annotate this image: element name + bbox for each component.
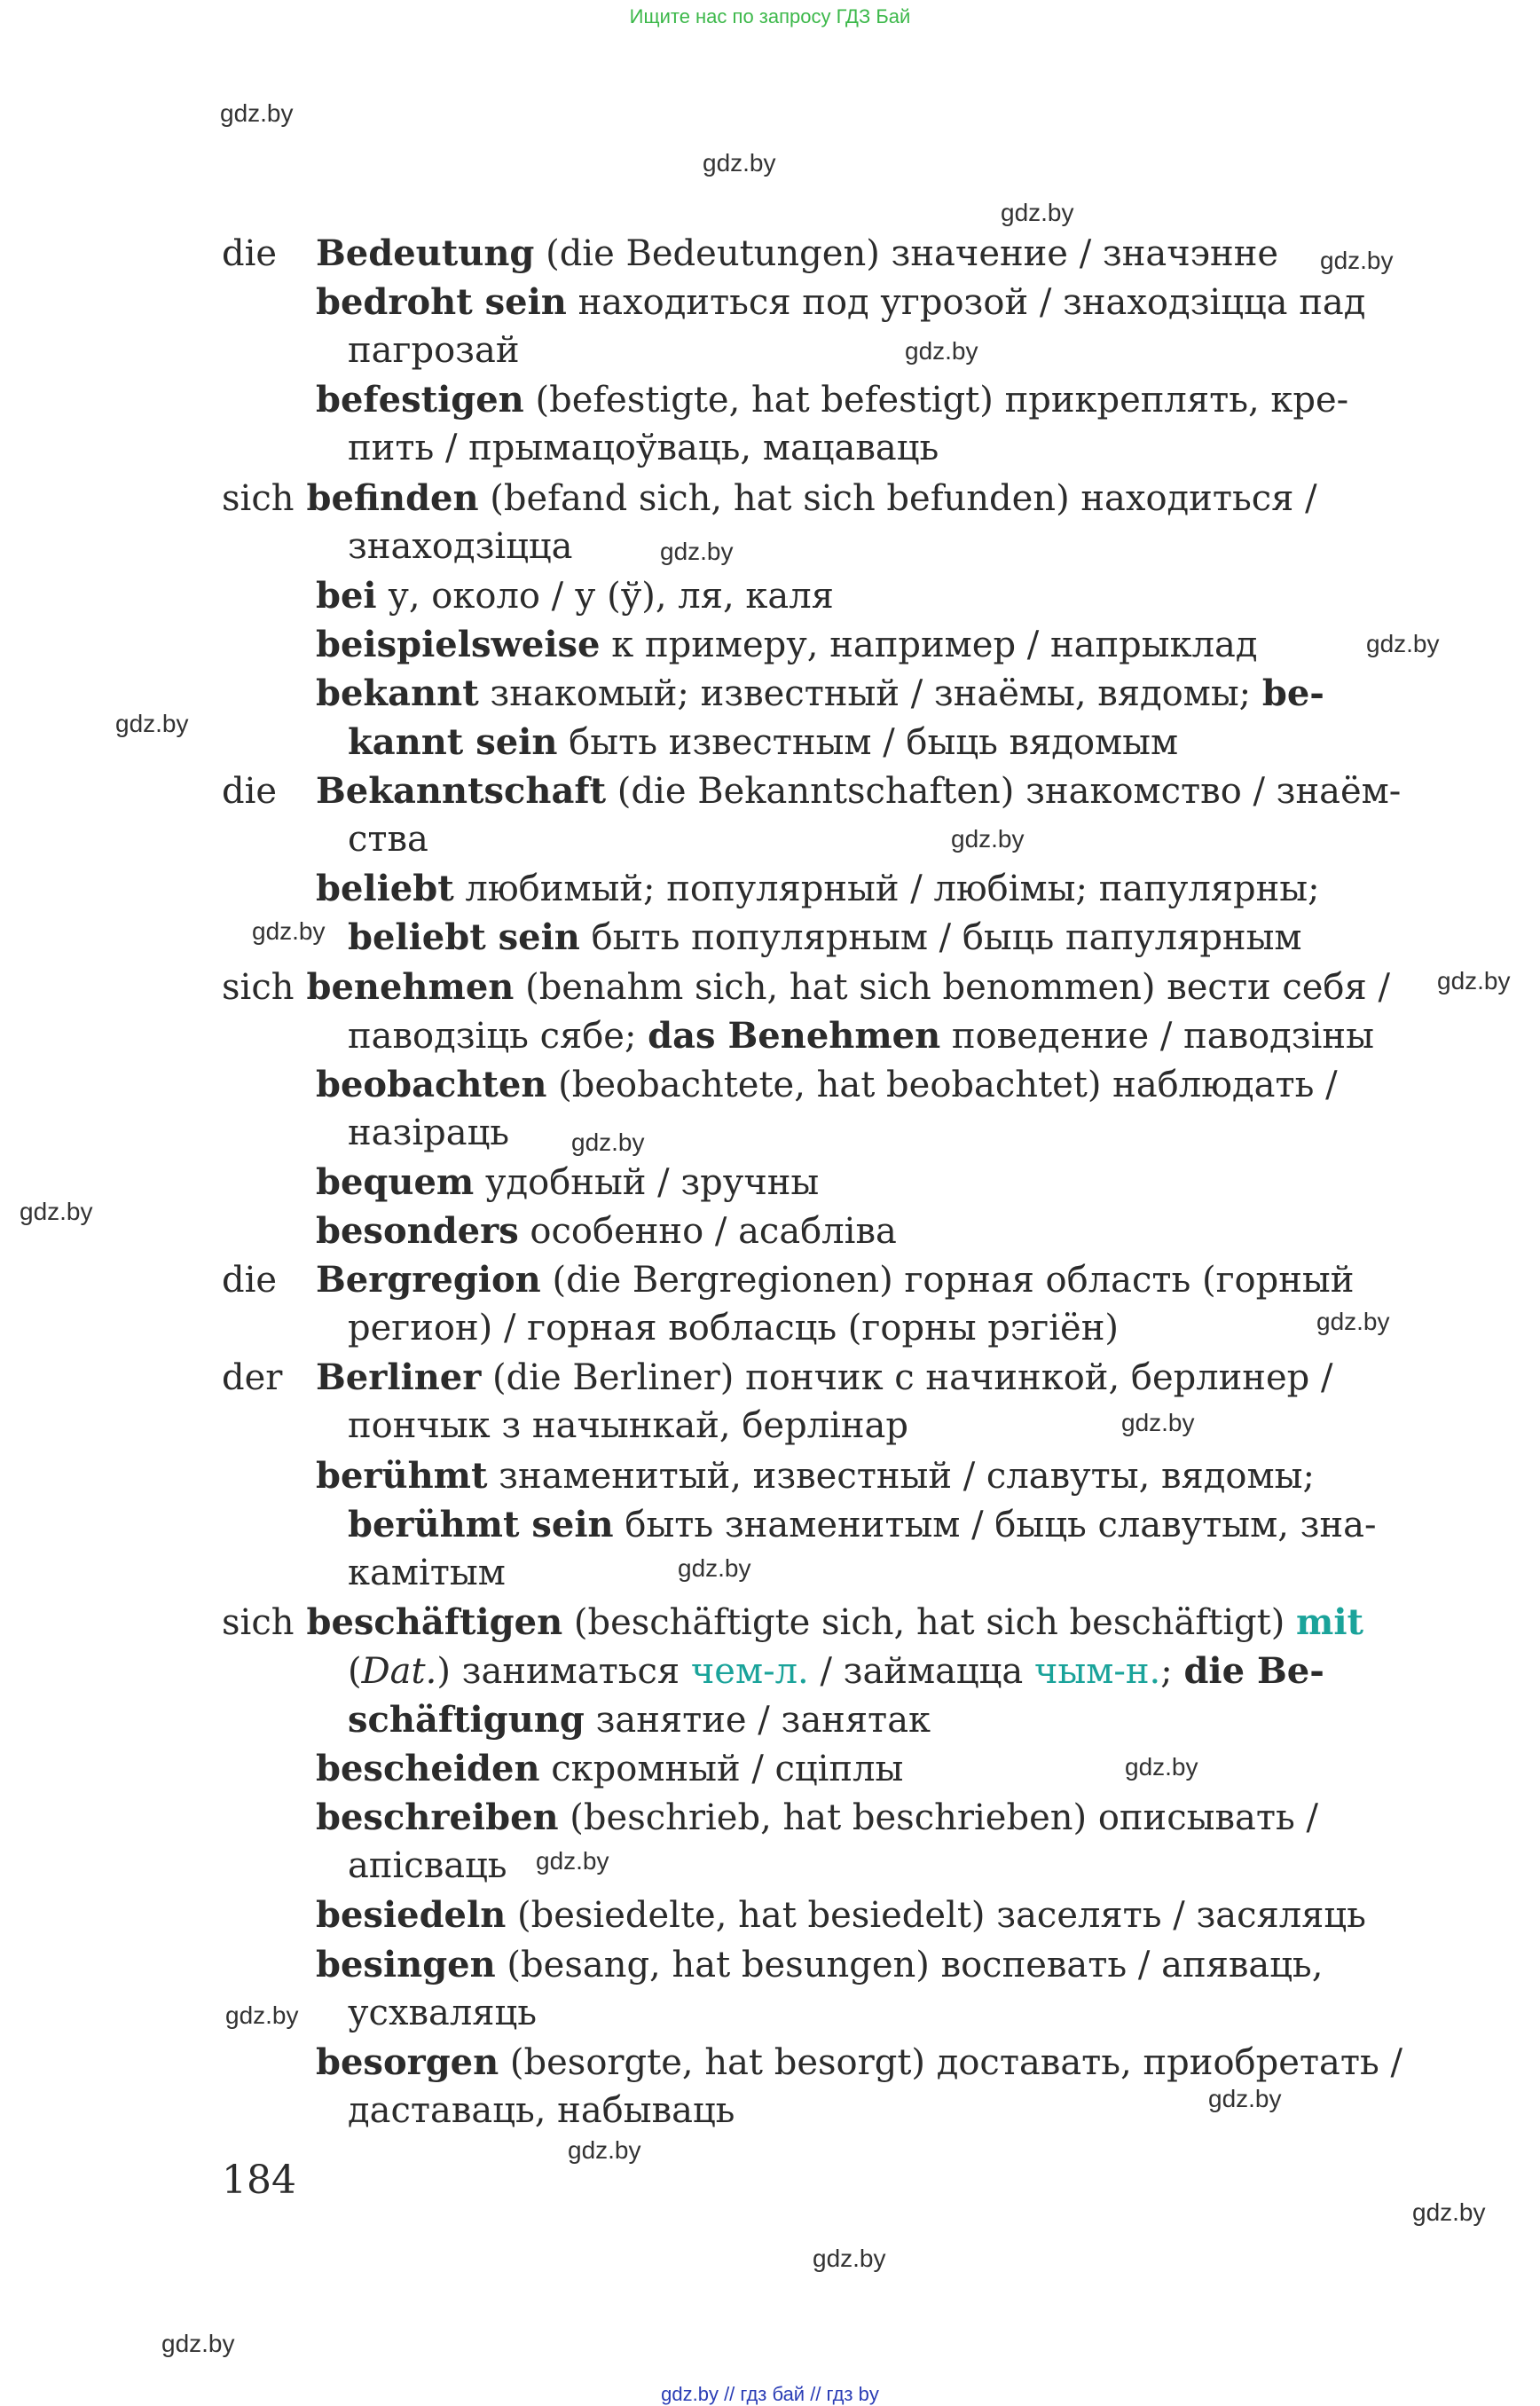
watermark: gdz.by <box>1437 967 1511 995</box>
dictionary-line <box>222 868 1410 909</box>
dictionary-line <box>222 428 1410 468</box>
watermark: gdz.by <box>678 1554 751 1582</box>
dictionary-entry <box>222 232 1410 274</box>
watermark: gdz.by <box>536 1847 609 1875</box>
entry-text: beschäftigen (beschäftigte sich, hat sich beschäftigt) mit <box>306 1600 1364 1643</box>
footer-banner: gdz.by // гдз бай // гдз by <box>661 2383 879 2405</box>
dictionary-line <box>222 1504 1410 1545</box>
watermark: gdz.by <box>1125 1753 1198 1781</box>
entry-text: schäftigung занятие / занятак <box>348 1699 931 1741</box>
entry-article: sich <box>222 966 295 1008</box>
dictionary-line <box>222 1993 1410 2033</box>
dictionary-line <box>222 916 1410 958</box>
entry-text: besorgen (besorgte, hat besorgt) доставать, приобретать / <box>316 2040 1402 2083</box>
dictionary-line <box>222 624 1410 665</box>
page-number: 184 <box>222 2158 296 2203</box>
watermark: gdz.by <box>1208 2085 1282 2112</box>
entry-text: знаходзіцца <box>348 525 573 567</box>
dictionary-line <box>222 1944 1410 1985</box>
entry-text: bequem удобный / зручны <box>316 1160 820 1203</box>
dictionary-line <box>222 1894 1410 1936</box>
entry-text: назіраць <box>348 1112 510 1153</box>
entry-text: Bedeutung (die Bedeutungen) значение / значэнне <box>316 232 1279 274</box>
entry-text: bescheiden скромный / сціплы <box>316 1748 904 1790</box>
entry-article: die <box>222 233 278 274</box>
entry-text: beliebt sein быть популярным / быць папулярным <box>348 916 1302 959</box>
dictionary-entry <box>222 477 1410 519</box>
entry-text: befinden (befand sich, hat sich befunden) находиться / <box>306 476 1317 519</box>
entry-text: besiedeln (besiedelte, hat besiedelt) заселять / засяляць <box>316 1894 1366 1937</box>
entry-article: sich <box>222 1601 295 1643</box>
dictionary-line <box>222 1699 1410 1741</box>
dictionary-line <box>222 672 1410 714</box>
entry-text: пагрозай <box>348 330 520 372</box>
dictionary-line <box>222 1064 1410 1105</box>
entry-text: Berliner (die Berliner) пончик с начинкой, берлинер / <box>316 1356 1333 1399</box>
entry-text: ства <box>348 819 428 861</box>
dictionary-line <box>222 1405 1410 1446</box>
entry-text: апісваць <box>348 1845 507 1887</box>
watermark: gdz.by <box>905 337 978 365</box>
dictionary-line <box>222 1650 1410 1692</box>
watermark: gdz.by <box>1412 2198 1486 2226</box>
dictionary-entry <box>222 770 1410 812</box>
dictionary-line <box>222 330 1410 371</box>
entry-article: der <box>222 1357 283 1399</box>
watermark: gdz.by <box>1320 247 1394 274</box>
watermark: gdz.by <box>225 2001 299 2029</box>
dictionary-line <box>222 1455 1410 1497</box>
entry-text: паводзіць сябе; das Benehmen поведение / паводзіны <box>348 1014 1374 1057</box>
entry-article: sich <box>222 477 295 519</box>
watermark: gdz.by <box>1001 199 1074 226</box>
dictionary-line <box>222 526 1410 567</box>
entry-text: benehmen (benahm sich, hat sich benommen) вести себя / <box>306 965 1390 1008</box>
entry-text: камітым <box>348 1552 506 1593</box>
watermark: gdz.by <box>161 2330 235 2357</box>
header-banner: Ищите нас по запросу ГДЗ Бай <box>629 5 911 28</box>
entry-article: die <box>222 1260 278 1301</box>
watermark: gdz.by <box>660 538 734 565</box>
watermark: gdz.by <box>571 1128 645 1156</box>
dictionary-line <box>222 379 1410 421</box>
entry-text: регион) / горная вобласць (горны рэгіён) <box>348 1308 1119 1349</box>
watermark: gdz.by <box>252 917 326 945</box>
dictionary-entry <box>222 1601 1410 1643</box>
watermark: gdz.by <box>1121 1409 1195 1436</box>
dictionary-line <box>222 1748 1410 1789</box>
watermark: gdz.by <box>220 99 294 127</box>
dictionary-line <box>222 1797 1410 1838</box>
entry-text: пончык з начынкай, берлінар <box>348 1405 908 1447</box>
entry-text: Bergregion (die Bergregionen) горная область (горный <box>316 1259 1355 1301</box>
entry-article: die <box>222 771 278 813</box>
watermark: gdz.by <box>20 1198 93 1225</box>
entry-text: besonders особенно / асабліва <box>316 1210 897 1252</box>
entry-text: даставаць, набываць <box>348 2089 735 2131</box>
dictionary-line <box>222 819 1410 860</box>
watermark: gdz.by <box>1316 1308 1390 1335</box>
entry-text: усхваляць <box>348 1992 538 2033</box>
dictionary-line <box>222 1015 1410 1057</box>
entry-text: berühmt sein быть знаменитым / быць славутым, зна- <box>348 1503 1377 1545</box>
dictionary-entry <box>222 1259 1410 1301</box>
dictionary-line <box>222 1553 1410 1593</box>
entry-text: (Dat.) заниматься чем-л. / займацца чым-н.; die Be- <box>348 1649 1324 1692</box>
dictionary-line <box>222 721 1410 763</box>
dictionary-line <box>222 1845 1410 1886</box>
dictionary-entry <box>222 1356 1410 1398</box>
dictionary-line <box>222 281 1410 323</box>
entry-text: bei у, около / у (ў), ля, каля <box>316 574 834 617</box>
dictionary-line <box>222 2041 1410 2083</box>
watermark: gdz.by <box>115 710 189 737</box>
entry-text: beliebt любимый; популярный / любімы; папулярны; <box>316 868 1320 910</box>
dictionary-line <box>222 1308 1410 1348</box>
entry-text: berühmt знаменитый, известный / славуты, вядомы; <box>316 1454 1315 1497</box>
entry-text: beobachten (beobachtete, hat beobachtet) наблюдать / <box>316 1063 1338 1105</box>
entry-text: bekannt знакомый; известный / знаёмы, вядомы; be- <box>316 672 1324 714</box>
entry-text: befestigen (befestigte, hat befestigt) прикреплять, кре- <box>316 379 1349 421</box>
dictionary-line <box>222 1210 1410 1252</box>
entry-text: пить / прымацоўваць, мацаваць <box>348 428 939 469</box>
entry-text: kannt sein быть известным / быць вядомым <box>348 721 1179 763</box>
dictionary-line <box>222 1113 1410 1153</box>
watermark: gdz.by <box>813 2245 886 2272</box>
entry-text: bedroht sein находиться под угрозой / знаходзіцца пад <box>316 281 1366 324</box>
watermark: gdz.by <box>568 2136 641 2164</box>
watermark: gdz.by <box>703 149 776 177</box>
watermark: gdz.by <box>1366 630 1440 657</box>
dictionary-entry <box>222 966 1410 1008</box>
dictionary-line <box>222 1161 1410 1203</box>
entry-text: beispielsweise к примеру, например / напрыклад <box>316 623 1258 665</box>
entry-text: Bekanntschaft (die Bekanntschaften) знакомство / знаём- <box>316 770 1402 813</box>
watermark: gdz.by <box>951 825 1025 853</box>
entry-text: beschreiben (beschrieb, hat beschrieben) описывать / <box>316 1797 1318 1839</box>
dictionary-line <box>222 575 1410 617</box>
entry-text: besingen (besang, hat besungen) воспевать / апяваць, <box>316 1943 1324 1985</box>
